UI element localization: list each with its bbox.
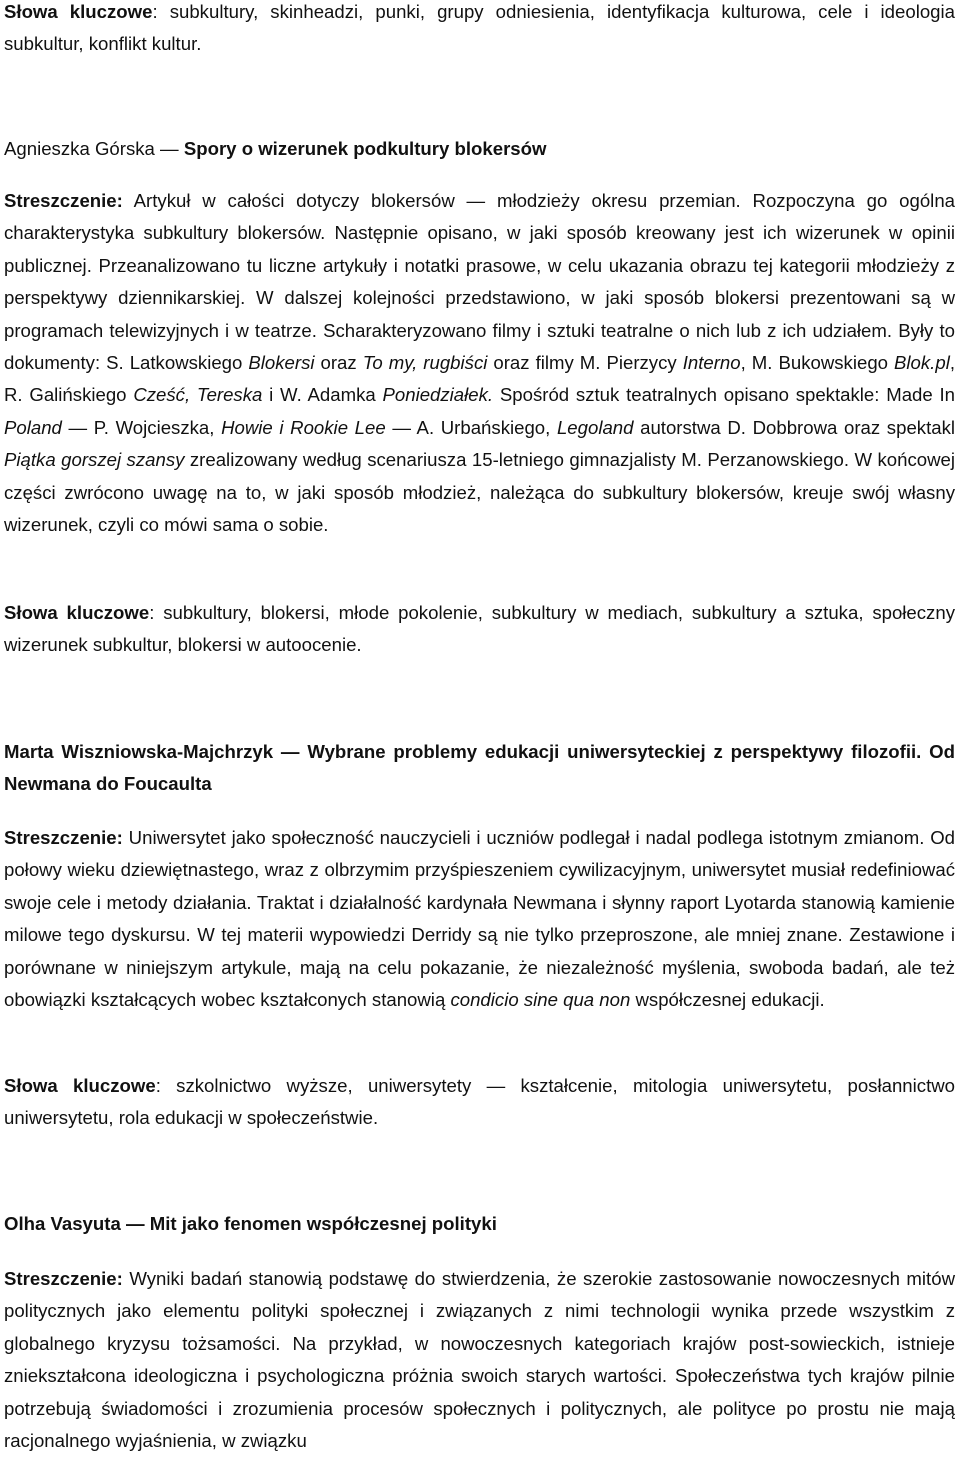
article-vasyuta — [4, 1208, 955, 1240]
keywords-paragraph — [4, 597, 955, 662]
article-wiszniowska — [4, 736, 955, 801]
work-title: Blokersi — [248, 352, 315, 374]
keywords-paragraph — [4, 0, 955, 61]
work-title: Cześć, Tereska — [133, 384, 263, 406]
keywords-block-wiszniowska — [4, 1070, 955, 1135]
keywords-label: Słowa kluczowe — [4, 602, 150, 623]
summary-block-vasyuta — [4, 1263, 955, 1457]
keywords-text: : szkolnictwo wyższe, uniwersytety — kształcenie, mitologia uniwersytetu, posłannictwo uniwersytetu, rola edukacji w społeczeństwie. — [4, 1075, 955, 1129]
article-title: Marta Wiszniowska-Majchrzyk — Wybrane problemy edukacji uniwersyteckiej z perspektywy filozofii. Od Newmana do Foucaulta — [4, 741, 955, 795]
work-title: To my, rugbiści — [362, 352, 488, 374]
article-author: Agnieszka Górska — [4, 138, 155, 159]
summary-text: Spośród sztuk teatralnych opisano spektakle: Made In — [493, 384, 955, 406]
summary-text: oraz filmy M. Pierzycy — [487, 352, 683, 374]
summary-block-gorska — [4, 185, 955, 541]
keywords-block-gorska — [4, 597, 955, 662]
work-title: Piątka gorszej szansy — [4, 449, 185, 471]
summary-block-wiszniowska — [4, 822, 955, 1016]
keywords-paragraph — [4, 1070, 955, 1135]
keywords-label: Słowa kluczowe — [4, 1, 153, 22]
article-heading — [4, 1208, 955, 1240]
summary-text: i W. Adamka — [262, 384, 383, 406]
summary-text: Wyniki badań stanowią podstawę do stwierdzenia, że szerokie zastosowanie nowoczesnych mitów politycznych jako elementu polityki społecznej i związanych z nimi technologii wynika przede wszystkim z globalnego kryzysu tożsamości. Na przykład, w nowoczesnych kategoriach krajów post-sowieckich, istnieje zniekształcona ideologiczna i psychologiczna próżnia swoich starych wartości. Społeczeństwa tych krajów pilnie potrzebują świadomości i zrozumienia procesów społecznych i politycznych, ale polityce po prostu nie mają racjonalnego wyjaśnienia, w związku — [4, 1268, 955, 1452]
summary-paragraph — [4, 1263, 955, 1457]
summary-text: , R. Galińskiego — [4, 352, 955, 406]
summary-text: zrealizowany według scenariusza 15-letniego gimnazjalisty M. Perzanowskiego. W końcowej części zwrócono uwagę na to, w jaki sposób młodzież, należąca do subkultury blokersów, kreuje swój własny wizerunek, czyli co mówi sama o sobie. — [4, 449, 955, 536]
summary-italic-phrase: condicio sine qua non — [450, 989, 631, 1011]
work-title: Legoland — [556, 416, 634, 438]
summary-text: oraz — [314, 352, 363, 374]
work-title: Blok.pl — [894, 352, 950, 374]
summary-text: Artykuł w całości dotyczy blokersów — młodzieży okresu przemian. Rozpoczyna go ogólna charakterystyka subkultury blokersów. Następnie opisano, w jaki sposób kreowany jest ich wizerunek w opinii publicznej. Przeanalizowano tu liczne artykuły i notatki prasowe, w celu ukazania obrazu tej kategorii młodzieży z perspektywy dziennikarskiej. W dalszej kolejności przedstawiono, w jaki sposób blokersi prezentowani są w programach telewizyjnych i w teatrze. Scharakteryzowano filmy i sztuki teatralne o nich lub z ich udziałem. Były to dokumenty: S. Latkowskiego — [4, 190, 955, 374]
work-title: Poniedziałek. — [382, 384, 494, 406]
article-gorska — [4, 133, 955, 165]
article-heading — [4, 736, 955, 801]
keywords-label: Słowa kluczowe — [4, 1075, 156, 1096]
article-heading — [4, 133, 955, 165]
keywords-block-0 — [4, 0, 955, 61]
summary-text: — P. Wojcieszka, — [61, 416, 222, 438]
work-title: Poland — [4, 416, 62, 438]
summary-paragraph — [4, 822, 955, 1016]
keywords-text: : subkultury, skinheadzi, punki, grupy odniesienia, identyfikacja kulturowa, cele i ideologia subkultur, konflikt kultur. — [4, 1, 955, 55]
summary-label: Streszczenie: — [4, 190, 123, 211]
summary-paragraph — [4, 185, 955, 541]
summary-label: Streszczenie: — [4, 1268, 123, 1289]
article-title: Olha Vasyuta — Mit jako fenomen współczesnej polityki — [4, 1213, 497, 1234]
summary-label: Streszczenie: — [4, 827, 123, 848]
work-title: Interno — [682, 352, 741, 374]
heading-dash: — — [154, 138, 184, 159]
summary-text: autorstwa D. Dobbrowa oraz spektakl — [633, 416, 956, 438]
keywords-text: : subkultury, blokersi, młode pokolenie, subkultury w mediach, subkultury a sztuka, społeczny wizerunek subkultur, blokersi w autoocenie. — [4, 602, 955, 656]
summary-text: , M. Bukowskiego — [740, 352, 895, 374]
summary-text: Uniwersytet jako społeczność nauczycieli i uczniów podlegał i nadal podlega istotnym zmianom. Od połowy wieku dziewiętnastego, wraz z olbrzymim przyśpieszeniem cywilizacyjnym, uniwersytet musiał redefiniować swoje cele i metody działania. Traktat i działalność kardynała Newmana i słynny raport Lyotarda stanowią kamienie milowe tego dyskursu. W tej materii wypowiedzi Derridy są nie tylko przeproszone, ale mniej znane. Zestawione i porównane w niniejszym artykule, mają na celu pokazanie, że niezależność myślenia, swoboda badań, ale też obowiązki kształcących wobec kształconych stanowią — [4, 827, 955, 1011]
article-title: Spory o wizerunek podkultury blokersów — [183, 138, 547, 159]
summary-text: współczesnej edukacji. — [630, 989, 825, 1011]
work-title: Howie i Rookie Lee — [221, 416, 386, 438]
summary-text: — A. Urbańskiego, — [385, 416, 557, 438]
